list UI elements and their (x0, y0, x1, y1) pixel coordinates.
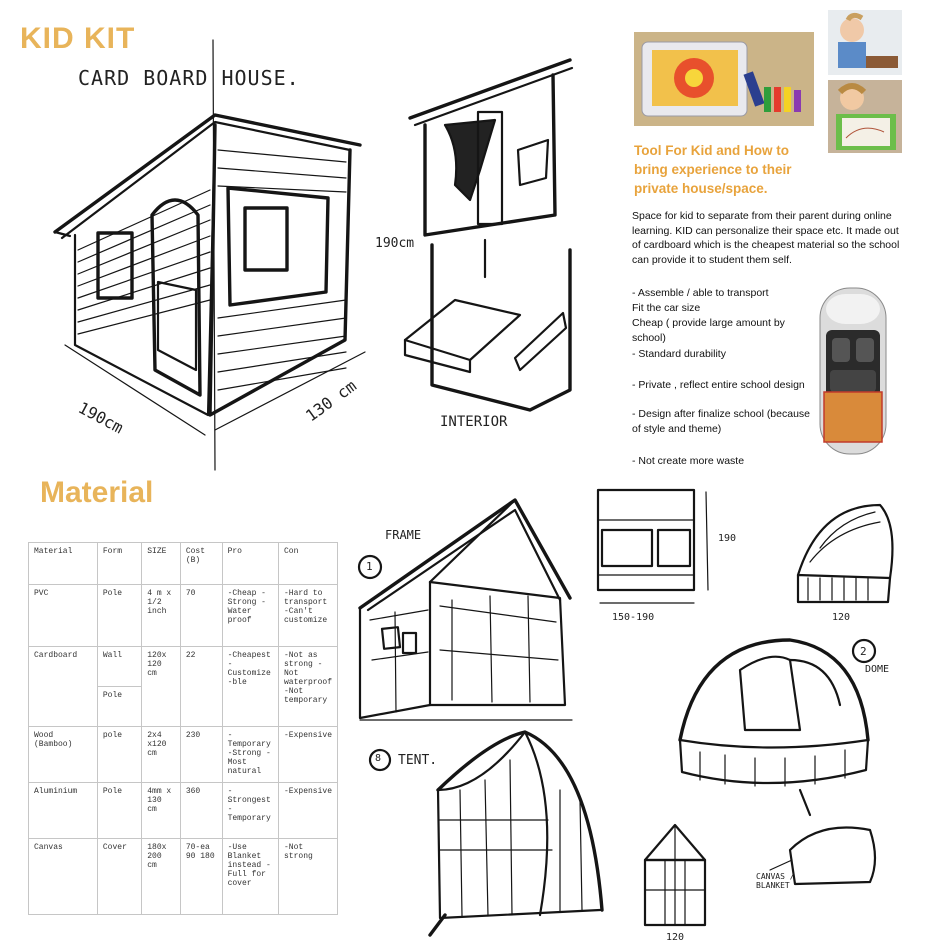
cell-form: Pole (97, 687, 141, 727)
material-heading: Material (40, 476, 154, 509)
frame-label: FRAME (385, 528, 422, 542)
house-height-dimension: 190cm (375, 236, 415, 251)
cell-material: Wood (Bamboo) (29, 727, 98, 783)
cell-material: Canvas (29, 839, 98, 915)
cell-pro: -Cheap -Strong -Water proof (222, 585, 278, 647)
small-tent-width-dimension: 120 (666, 932, 685, 943)
column-header: Cost (B) (180, 543, 222, 585)
cell-pro: -Temporary -Strong -Most natural (222, 727, 278, 783)
tent-number: 8 (375, 753, 382, 764)
cell-cost: 22 (180, 647, 222, 727)
cell-material: PVC (29, 585, 98, 647)
cell-con: -Expensive (278, 727, 337, 783)
house-depth-dimension: 130 cm (302, 376, 360, 426)
cell-form: pole (97, 727, 141, 783)
cell-cost: 70-ea 90 180 (180, 839, 222, 915)
tool-bullet-waste: - Not create more waste (632, 455, 745, 467)
cell-pro: -Use Blanket instead -Full for cover (222, 839, 278, 915)
tool-bullet-durability: - Standard durability (632, 348, 726, 360)
column-header: Form (97, 543, 141, 585)
cell-size: 4mm x 130 cm (142, 783, 181, 839)
cell-material: Aluminium (29, 783, 98, 839)
cell-size: 180x 200 cm (142, 839, 181, 915)
cell-form: Wall (97, 647, 141, 687)
cell-pro: -Cheapest -Customize -ble (222, 647, 278, 727)
box-width-dimension: 150-190 (612, 612, 655, 623)
tent-label: TENT. (398, 753, 438, 768)
cell-cost: 70 (180, 585, 222, 647)
column-header: Con (278, 543, 337, 585)
half-dome-width-dimension: 120 (832, 612, 851, 623)
cell-form: Cover (97, 839, 141, 915)
tool-bullet-cheap: Cheap ( provide large amount by school) (632, 317, 785, 344)
cell-con: -Hard to transport -Can't customize (278, 585, 337, 647)
cell-cost: 360 (180, 783, 222, 839)
house-width-dimension: 190cm (75, 398, 127, 438)
cell-form: Pole (97, 783, 141, 839)
tool-bullet-design: - Design after finalize school (because of style and theme) (632, 408, 811, 435)
cell-material: Cardboard (29, 647, 98, 727)
tool-heading: Tool For Kid and How to bring experience to their private house/space. (634, 143, 792, 196)
cell-form: Pole (97, 585, 141, 647)
cell-size: 120x 120 cm (142, 647, 181, 727)
dome-label: DOME (865, 664, 890, 675)
cell-size: 4 m x 1/2 inch (142, 585, 181, 647)
house-label: CARD BOARD HOUSE. (78, 66, 300, 90)
cell-con: -Expensive (278, 783, 337, 839)
column-header: Material (29, 543, 98, 585)
cell-con: -Not as strong -Not waterproof -Not temporary (278, 647, 337, 727)
tool-description: Space for kid to separate from their parent during online learning. KID can personalize their space etc. It made out of cardboard which is the cheapest material so the school can provide it to student them self. (632, 210, 900, 266)
cell-cost: 230 (180, 727, 222, 783)
tool-bullet-fit-car: Fit the car size (632, 302, 701, 314)
interior-label: INTERIOR (440, 414, 508, 430)
cell-size: 2x4 x120 cm (142, 727, 181, 783)
page-title: KID KIT (20, 22, 136, 55)
cell-con: -Not strong (278, 839, 337, 915)
cell-pro: -Strongest -Temporary (222, 783, 278, 839)
tool-bullet-assemble: - Assemble / able to transport (632, 287, 769, 299)
box-height-dimension: 190 (718, 533, 737, 544)
column-header: SIZE (142, 543, 181, 585)
tool-bullet-private: - Private , reflect entire school design (632, 379, 805, 391)
dome-number: 2 (860, 645, 867, 658)
canvas-note: CANVAS / BLANKET (756, 872, 795, 890)
frame-number: 1 (366, 560, 373, 573)
column-header: Pro (222, 543, 278, 585)
